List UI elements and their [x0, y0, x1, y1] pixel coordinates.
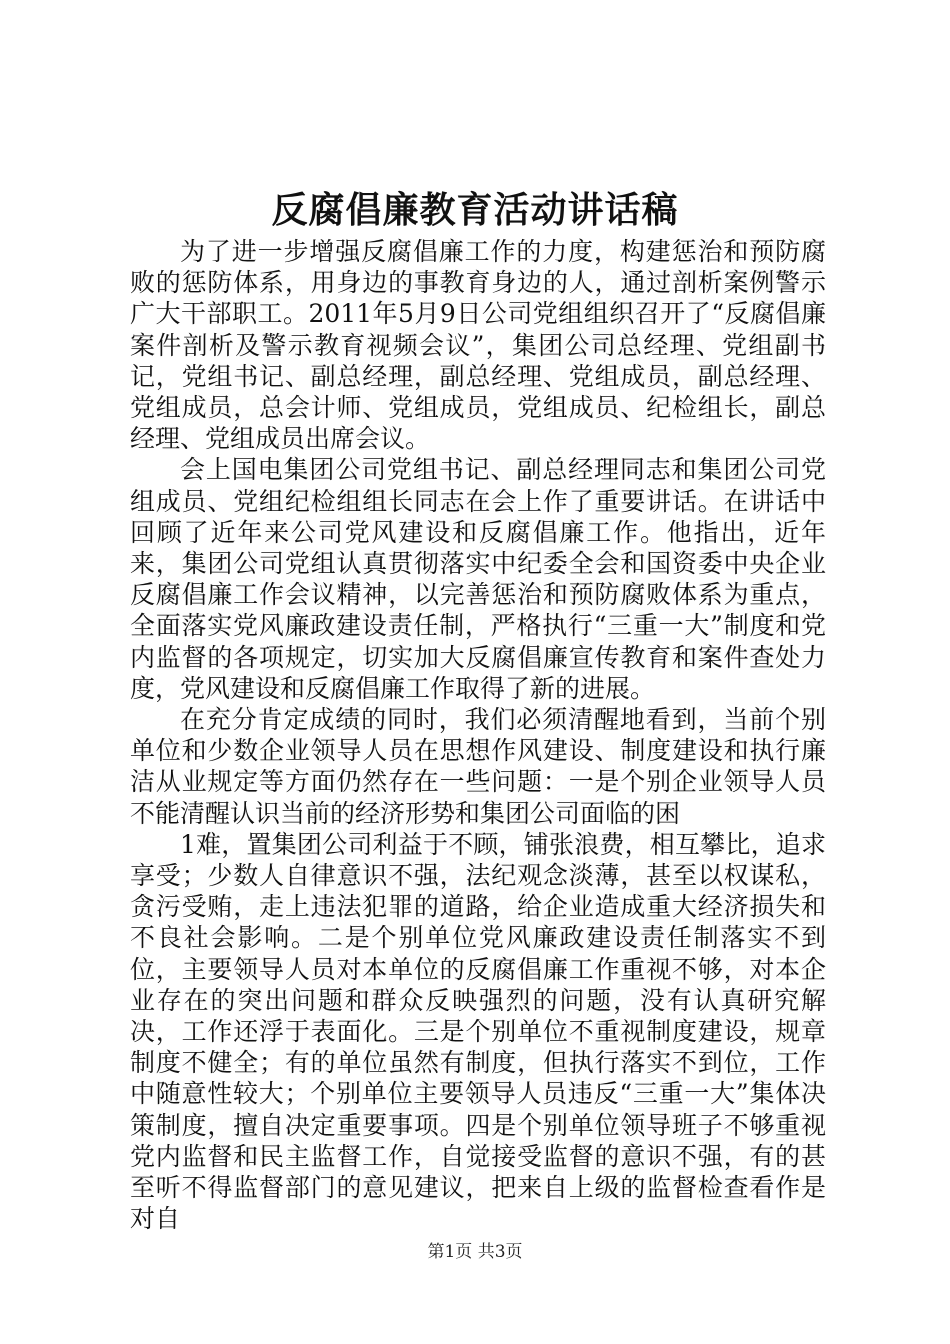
paragraph: 为了进一步增强反腐倡廉工作的力度，构建惩治和预防腐败的惩防体系，用身边的事教育身边的人，通过剖析案例警示广大干部职工。2011年5月9日公司党组组织召开了“反腐倡廉案件剖析及警示教育视频会议”，集团公司总经理、党组副书记，党组书记、副总经理，副总经理、党组成员，副总经理、党组成员，总会计师、党组成员，党组成员、纪检组长，副总经理、党组成员出席会议。: [130, 237, 826, 454]
paragraph: 在充分肯定成绩的同时，我们必须清醒地看到，当前个别单位和少数企业领导人员在思想作风建设、制度建设和执行廉洁从业规定等方面仍然存在一些问题：一是个别企业领导人员不能清醒认识当前的经济形势和集团公司面临的困: [130, 705, 826, 828]
page-footer: 第1页 共3页: [427, 1242, 523, 1262]
document-body: [130, 236, 826, 1235]
paragraph: 1难，置集团公司利益于不顾，铺张浪费，相互攀比，追求享受；少数人自律意识不强，法纪观念淡薄，甚至以权谋私，贪污受贿，走上违法犯罪的道路，给企业造成重大经济损失和不良社会影响。二是个别单位党风廉政建设责任制落实不到位，主要领导人员对本单位的反腐倡廉工作重视不够，对本企业存在的突出问题和群众反映强烈的问题，没有认真研究解决，工作还浮于表面化。三是个别单位不重视制度建设，规章制度不健全；有的单位虽然有制度，但执行落实不到位，工作中随意性较大；个别单位主要领导人员违反“三重一大”集体决策制度，擅自决定重要事项。四是个别单位领导班子不够重视党内监督和民主监督工作，自觉接受监督的意识不强，有的甚至听不得监督部门的意见建议，把来自上级的监督检查看作是对自: [130, 829, 826, 1234]
document-title: 反腐倡廉教育活动讲话稿: [271, 189, 679, 231]
paragraph: 会上国电集团公司党组书记、副总经理同志和集团公司党组成员、党组纪检组组长同志在会上作了重要讲话。在讲话中回顾了近年来公司党风建设和反腐倡廉工作。他指出，近年来，集团公司党组认真贯彻落实中纪委全会和国资委中央企业反腐倡廉工作会议精神，以完善惩治和预防腐败体系为重点，全面落实党风廉政建设责任制，严格执行“三重一大”制度和党内监督的各项规定，切实加大反腐倡廉宣传教育和案件查处力度，党风建设和反腐倡廉工作取得了新的进展。: [130, 455, 826, 703]
